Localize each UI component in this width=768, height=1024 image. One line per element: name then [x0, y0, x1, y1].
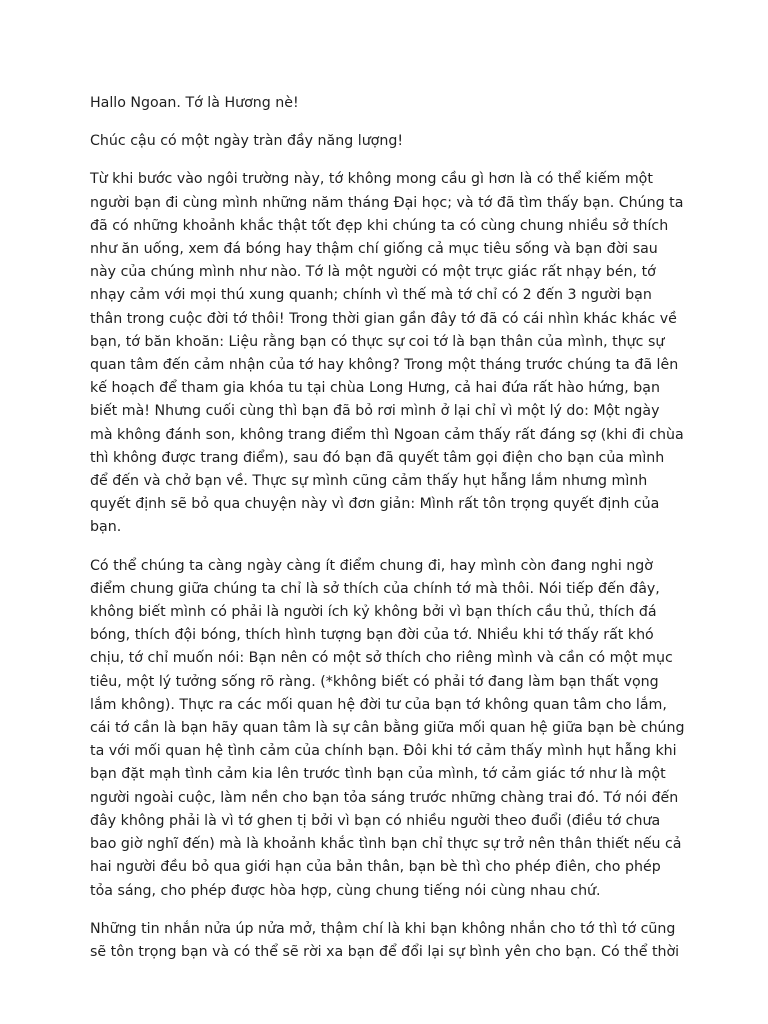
- paragraph-1: Từ khi bước vào ngôi trường này, tớ không mong cầu gì hơn là có thể kiếm một người bạn đi cùng mình những năm tháng Đại học; và tớ đã tìm thấy bạn. Chúng ta đã có những khoảnh khắc thật tốt đẹp khi chúng ta có cùng chung nhiều sở thích như ăn uống, xem đá bóng hay thậm chí giống cả mục tiêu sống và bạn đời sau này của chúng mình như nào. Tớ là một người có một trực giác rất nhạy bén, tớ nhạy cảm với mọi thú xung quanh; chính vì thế mà tớ chỉ có 2 đến 3 người bạn thân trong cuộc đời tớ thôi! Trong thời gian gần đây tớ đã có cái nhìn khác khác về bạn, tớ băn khoăn: Liệu rằng bạn có thực sự coi tớ là bạn thân của mình, thực sự quan tâm đến cảm nhận của tớ hay không? Trong một tháng trước chúng ta đã lên kế hoạch để tham gia khóa tu tại chùa Long Hưng, cả hai đứa rất hào hứng, bạn biết mà! Nhưng cuối cùng thì bạn đã bỏ rơi mình ở lại chỉ vì một lý do: Một ngày mà không đánh son, không trang điểm thì Ngoan cảm thấy rất đáng sợ (khi đi chùa thì không được trang điểm), sau đó bạn đã quyết tâm gọi điện cho bạn của mình để đến và chở bạn về. Thực sự mình cũng cảm thấy hụt hẫng lắm nhưng mình quyết định sẽ bỏ qua chuyện này vì đơn giản: Mình rất tôn trọng quyết định của bạn.: [90, 171, 684, 536]
- paragraph-2: Có thể chúng ta càng ngày càng ít điểm chung đi, hay mình còn đang nghi ngờ điểm chung giữa chúng ta chỉ là sở thích của chính tớ mà thôi. Nói tiếp đến đây, không biết mình có phải là người ích kỷ không bởi vì bạn thích cầu thủ, thích đá bóng, thích đội bóng, thích hình tượng bạn đời của tớ. Nhiều khi tớ thấy rất khó chịu, tớ chỉ muốn nói: Bạn nên có một sở thích cho riêng mình và cần có một mục tiêu, một lý tưởng sống rõ ràng. (*không biết có phải tớ đang làm bạn thất vọng lắm không). Thực ra các mối quan hệ đời tư của bạn tớ không quan tâm cho lắm, cái tớ cần là bạn hãy quan tâm là sự cân bằng giữa mối quan hệ giữa bạn bè chúng ta với mối quan hệ tình cảm của chính bạn. Đôi khi tớ cảm thấy mình hụt hẫng khi bạn đặt mạh tình cảm kia lên trước tình bạn của mình, tớ cảm giác tớ như là một người ngoài cuộc, làm nền cho bạn tỏa sáng trước những chàng trai đó. Tớ nói đến đây không phải là vì tớ ghen tị bởi vì bạn có nhiều người theo đuổi (điều tớ chưa bao giờ nghĩ đến) mà là khoảnh khắc tình bạn chỉ thực sự trở nên thân thiết nếu cả hai người đều bỏ qua giới hạn của bản thân, bạn bè thì cho phép điên, cho phép tỏa sáng, cho phép được hòa hợp, cùng chung tiếng nói cùng nhau chứ.: [90, 557, 685, 899]
- greeting-line: Hallo Ngoan. Tớ là Hương nè!: [90, 95, 299, 111]
- letter-body: [90, 92, 686, 979]
- paragraph-3: Những tin nhắn nửa úp nửa mở, thậm chí là khi bạn không nhắn cho tớ thì tớ cũng sẽ tôn trọng bạn và có thể sẽ rời xa bạn để đổi lại sự bình yên cho bạn. Có thể thời: [90, 920, 680, 960]
- wish-line: Chúc cậu có một ngày tràn đầy năng lượng!: [90, 133, 404, 150]
